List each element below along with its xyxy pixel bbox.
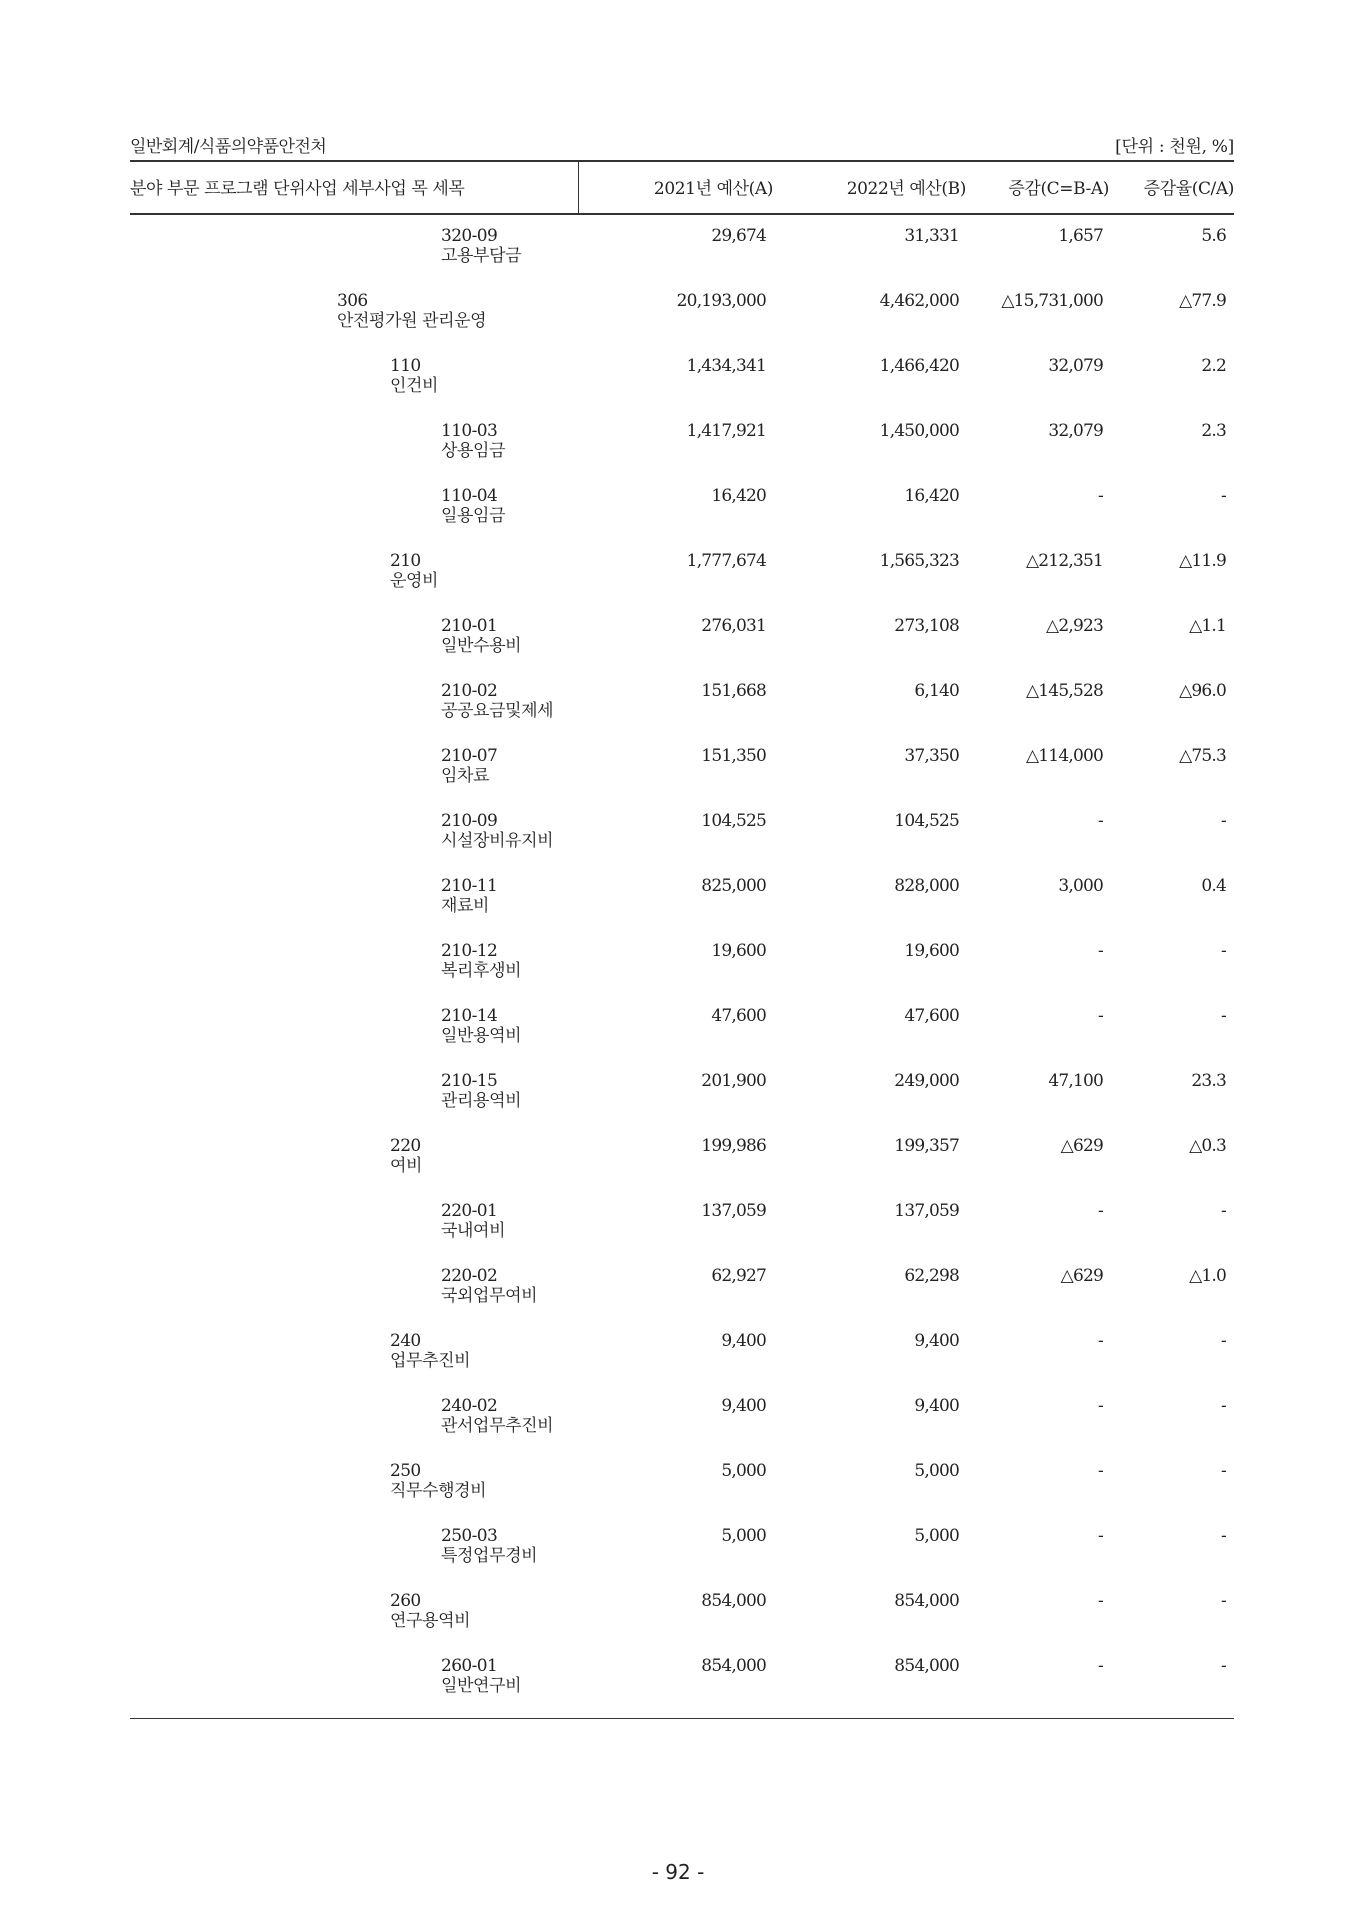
row-name: 직무수행경비 [390, 1481, 487, 1501]
value-2022: 9,400 [914, 1396, 959, 1416]
value-rate: △77.9 [1179, 291, 1226, 311]
value-change: - [1098, 1656, 1103, 1676]
value-2021: 151,668 [701, 681, 766, 701]
value-2021: 1,777,674 [686, 551, 766, 571]
table-row [0, 1396, 1356, 1456]
value-2021: 9,400 [721, 1396, 766, 1416]
table-row [0, 681, 1356, 741]
value-change: 32,079 [1048, 356, 1103, 376]
value-2021: 151,350 [701, 746, 766, 766]
row-code: 110-04 [441, 486, 498, 506]
value-change: - [1098, 1331, 1103, 1351]
row-name: 재료비 [441, 896, 490, 916]
table-bottom-rule [130, 1718, 1234, 1719]
value-rate: - [1221, 941, 1226, 961]
row-name: 상용임금 [441, 441, 506, 461]
row-name: 운영비 [390, 571, 439, 591]
row-name: 일반수용비 [441, 636, 522, 656]
table-row [0, 551, 1356, 611]
value-2022: 62,298 [904, 1266, 959, 1286]
unit-label: [단위 : 천원, %] [1115, 137, 1234, 157]
row-code: 320-09 [441, 226, 498, 246]
value-rate: 0.4 [1201, 876, 1226, 896]
table-row [0, 1266, 1356, 1326]
value-rate: △1.0 [1189, 1266, 1226, 1286]
table-row [0, 421, 1356, 481]
value-2022: 19,600 [904, 941, 959, 961]
table-row [0, 486, 1356, 546]
table-row [0, 1591, 1356, 1651]
row-code: 210-15 [441, 1071, 498, 1091]
value-change: - [1098, 811, 1103, 831]
row-name: 관리용역비 [441, 1091, 522, 1111]
value-change: 3,000 [1058, 876, 1103, 896]
row-code: 210-11 [441, 876, 498, 896]
value-2022: 249,000 [894, 1071, 959, 1091]
value-2022: 199,357 [894, 1136, 959, 1156]
row-code: 220-02 [441, 1266, 498, 1286]
value-change: 32,079 [1048, 421, 1103, 441]
row-name: 시설장비유지비 [441, 831, 554, 851]
row-code: 220 [390, 1136, 421, 1156]
value-2022: 104,525 [894, 811, 959, 831]
value-change: △2,923 [1046, 616, 1103, 636]
table-row [0, 616, 1356, 676]
value-change: △212,351 [1026, 551, 1103, 571]
value-2022: 4,462,000 [879, 291, 959, 311]
value-rate: - [1221, 811, 1226, 831]
row-name: 인건비 [390, 376, 439, 396]
value-rate: - [1221, 1526, 1226, 1546]
column-header-2022: 2022년 예산(B) [846, 179, 966, 199]
row-code: 210-02 [441, 681, 498, 701]
row-code: 240 [390, 1331, 421, 1351]
row-name: 임차료 [441, 766, 490, 786]
value-2022: 828,000 [894, 876, 959, 896]
value-2021: 854,000 [701, 1591, 766, 1611]
value-2021: 29,674 [711, 226, 766, 246]
row-code: 260-01 [441, 1656, 498, 1676]
row-name: 여비 [390, 1156, 423, 1176]
value-2022: 273,108 [894, 616, 959, 636]
value-2022: 137,059 [894, 1201, 959, 1221]
column-header-2021: 2021년 예산(A) [653, 179, 773, 199]
value-2021: 16,420 [711, 486, 766, 506]
value-2022: 1,565,323 [879, 551, 959, 571]
row-name: 관서업무추진비 [441, 1416, 554, 1436]
value-rate: △11.9 [1179, 551, 1226, 571]
value-rate: - [1221, 1461, 1226, 1481]
row-code: 306 [337, 291, 368, 311]
table-row [0, 1006, 1356, 1066]
table-row [0, 1526, 1356, 1586]
value-change: - [1098, 941, 1103, 961]
row-code: 210-09 [441, 811, 498, 831]
table-row [0, 1071, 1356, 1131]
value-rate: - [1221, 486, 1226, 506]
value-2022: 6,140 [914, 681, 959, 701]
value-2022: 854,000 [894, 1591, 959, 1611]
value-change: - [1098, 486, 1103, 506]
row-name: 일반연구비 [441, 1676, 522, 1696]
row-code: 210-01 [441, 616, 498, 636]
value-2022: 9,400 [914, 1331, 959, 1351]
value-change: △145,528 [1026, 681, 1103, 701]
row-name: 고용부담금 [441, 246, 522, 266]
value-rate: - [1221, 1396, 1226, 1416]
value-2021: 1,434,341 [686, 356, 766, 376]
value-change: - [1098, 1396, 1103, 1416]
value-2021: 137,059 [701, 1201, 766, 1221]
table-row [0, 876, 1356, 936]
value-2022: 1,466,420 [879, 356, 959, 376]
table-row [0, 1461, 1356, 1521]
account-title: 일반회계/식품의약품안전처 [130, 137, 327, 157]
value-2022: 16,420 [904, 486, 959, 506]
row-name: 복리후생비 [441, 961, 522, 981]
row-code: 210-07 [441, 746, 498, 766]
value-2021: 201,900 [701, 1071, 766, 1091]
value-change: 1,657 [1058, 226, 1103, 246]
value-2021: 20,193,000 [676, 291, 766, 311]
value-2022: 1,450,000 [879, 421, 959, 441]
row-name: 안전평가원 관리운영 [337, 311, 487, 331]
table-row [0, 1656, 1356, 1716]
value-rate: - [1221, 1591, 1226, 1611]
row-name: 국내여비 [441, 1221, 506, 1241]
row-code: 110-03 [441, 421, 498, 441]
value-2021: 199,986 [701, 1136, 766, 1156]
value-rate: - [1221, 1201, 1226, 1221]
column-header-change: 증감(C=B-A) [1008, 179, 1109, 199]
row-name: 일용임금 [441, 506, 506, 526]
value-rate: 23.3 [1191, 1071, 1226, 1091]
value-change: 47,100 [1048, 1071, 1103, 1091]
value-change: - [1098, 1591, 1103, 1611]
table-row [0, 356, 1356, 416]
value-rate: - [1221, 1656, 1226, 1676]
value-change: △114,000 [1026, 746, 1103, 766]
value-rate: - [1221, 1006, 1226, 1026]
value-change: △629 [1060, 1136, 1103, 1156]
value-2021: 1,417,921 [686, 421, 766, 441]
value-2021: 104,525 [701, 811, 766, 831]
value-rate: 2.3 [1201, 421, 1226, 441]
value-rate: 2.2 [1201, 356, 1226, 376]
value-change: - [1098, 1201, 1103, 1221]
value-rate: △0.3 [1189, 1136, 1226, 1156]
row-code: 250 [390, 1461, 421, 1481]
table-row [0, 1136, 1356, 1196]
value-change: - [1098, 1461, 1103, 1481]
value-2021: 19,600 [711, 941, 766, 961]
column-header-label: 분야 부문 프로그램 단위사업 세부사업 목 세목 [130, 179, 465, 199]
value-rate: 5.6 [1201, 226, 1226, 246]
value-rate: △75.3 [1179, 746, 1226, 766]
row-name: 특정업무경비 [441, 1546, 538, 1566]
row-code: 210-12 [441, 941, 498, 961]
table-row [0, 1331, 1356, 1391]
value-2021: 825,000 [701, 876, 766, 896]
row-code: 210 [390, 551, 421, 571]
table-row [0, 226, 1356, 286]
row-code: 210-14 [441, 1006, 498, 1026]
row-name: 공공요금및제세 [441, 701, 554, 721]
row-code: 250-03 [441, 1526, 498, 1546]
value-change: △629 [1060, 1266, 1103, 1286]
value-2021: 854,000 [701, 1656, 766, 1676]
table-row [0, 811, 1356, 871]
row-name: 국외업무여비 [441, 1286, 538, 1306]
row-code: 260 [390, 1591, 421, 1611]
value-2021: 47,600 [711, 1006, 766, 1026]
value-2022: 37,350 [904, 746, 959, 766]
value-change: - [1098, 1006, 1103, 1026]
value-2021: 62,927 [711, 1266, 766, 1286]
value-rate: - [1221, 1331, 1226, 1351]
value-change: △15,731,000 [1001, 291, 1103, 311]
value-2022: 5,000 [914, 1526, 959, 1546]
table-row [0, 746, 1356, 806]
value-change: - [1098, 1526, 1103, 1546]
row-name: 일반용역비 [441, 1026, 522, 1046]
page-number: - 92 - [651, 1860, 705, 1884]
value-2021: 276,031 [701, 616, 766, 636]
column-header-rate: 증감율(C/A) [1143, 179, 1234, 199]
value-2021: 5,000 [721, 1461, 766, 1481]
table-row [0, 941, 1356, 1001]
row-name: 업무추진비 [390, 1351, 471, 1371]
value-2021: 5,000 [721, 1526, 766, 1546]
value-rate: △96.0 [1179, 681, 1226, 701]
value-2022: 31,331 [904, 226, 959, 246]
value-2022: 47,600 [904, 1006, 959, 1026]
row-code: 240-02 [441, 1396, 498, 1416]
table-row [0, 291, 1356, 351]
row-name: 연구용역비 [390, 1611, 471, 1631]
table-row [0, 1201, 1356, 1261]
value-2022: 5,000 [914, 1461, 959, 1481]
row-code: 110 [390, 356, 421, 376]
value-2021: 9,400 [721, 1331, 766, 1351]
row-code: 220-01 [441, 1201, 498, 1221]
value-2022: 854,000 [894, 1656, 959, 1676]
value-rate: △1.1 [1189, 616, 1226, 636]
